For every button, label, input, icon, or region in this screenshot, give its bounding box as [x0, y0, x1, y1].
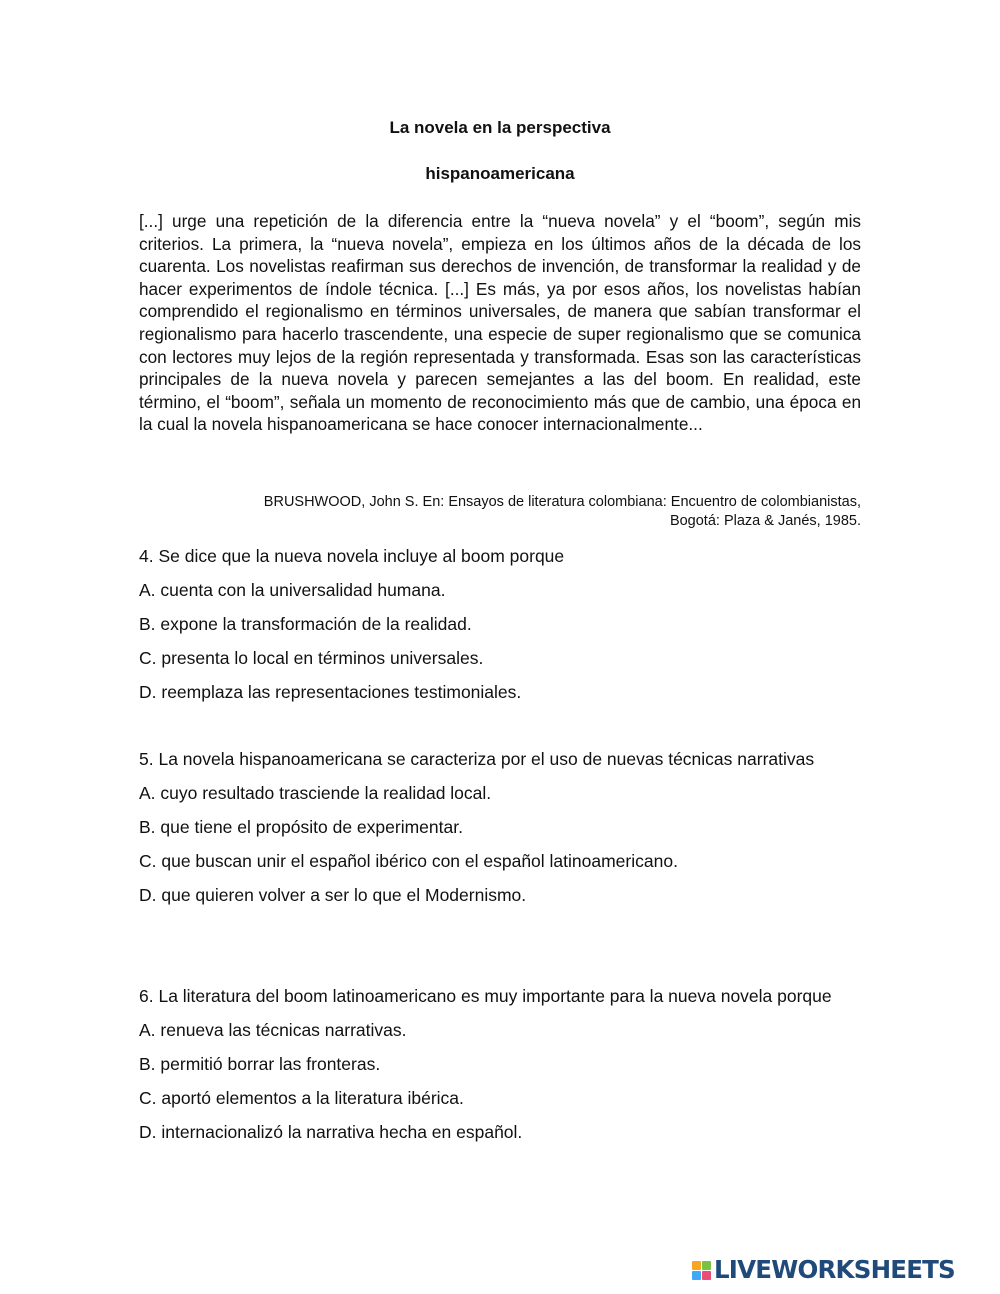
page-title-line-1: La novela en la perspectiva	[389, 118, 611, 137]
question-stem: 5. La novela hispanoamericana se caracteriza por el uso de nuevas técnicas narrativas	[139, 749, 815, 769]
answer-option-c[interactable]: C. presenta lo local en términos universales.	[139, 648, 484, 668]
answer-option-d[interactable]: D. reemplaza las representaciones testimoniales.	[139, 682, 522, 702]
answer-option-c[interactable]: C. aportó elementos a la literatura ibérica.	[139, 1088, 464, 1108]
answer-option-c[interactable]: C. que buscan unir el español ibérico con el español latinoamericano.	[139, 851, 678, 871]
answer-option-a[interactable]: A. cuyo resultado trasciende la realidad local.	[139, 783, 492, 803]
question-stem: 6. La literatura del boom latinoamericano es muy importante para la nueva novela porque	[139, 986, 832, 1006]
logo-square-3	[692, 1271, 701, 1280]
question-5	[139, 742, 861, 912]
reading-passage: [...] urge una repetición de la diferencia entre la “nueva novela” y el “boom”, según mis criterios. La primera, la “nueva novela”, empieza en los últimos años de la década de los cuarenta. Los novelistas reafirman sus derechos de invención, de transformar la realidad y de hacer experimentos de índole técnica. [...] Es más, ya por esos años, los novelistas habían comprendido el regionalismo en términos universales, de manera que sabían transformar el regionalismo para hacerlo trascendente, una especie de super regionalismo que se comunica con lectores muy lejos de la región representada y transformada. Esas son las características principales de la nueva novela y parecen semejantes a las del boom. En realidad, este término, el “boom”, señala un momento de reconocimiento más que de cambio, una época en la cual la novela hispanoamericana se hace conocer internacionalmente...	[139, 211, 861, 435]
citation-line-1: BRUSHWOOD, John S. En: Ensayos de literatura colombiana: Encuentro de colombianistas,	[263, 494, 861, 510]
answer-option-b[interactable]: B. que tiene el propósito de experimentar.	[139, 817, 463, 837]
question-6	[139, 979, 861, 1149]
answer-option-b[interactable]: B. expone la transformación de la realidad.	[139, 614, 472, 634]
citation	[139, 493, 861, 531]
answer-option-d[interactable]: D. internacionalizó la narrativa hecha en español.	[139, 1122, 523, 1142]
logo-square-2	[702, 1261, 711, 1270]
question-4	[139, 539, 861, 709]
logo-mark-icon	[692, 1261, 711, 1280]
answer-option-a[interactable]: A. cuenta con la universalidad humana.	[139, 580, 446, 600]
logo-square-4	[702, 1271, 711, 1280]
answer-option-d[interactable]: D. que quieren volver a ser lo que el Modernismo.	[139, 885, 527, 905]
logo-square-1	[692, 1261, 701, 1270]
liveworksheets-logo	[692, 1256, 955, 1284]
question-stem: 4. Se dice que la nueva novela incluye al boom porque	[139, 546, 565, 566]
citation-line-2: Bogotá: Plaza & Janés, 1985.	[669, 513, 861, 529]
answer-option-b[interactable]: B. permitió borrar las fronteras.	[139, 1054, 381, 1074]
page-title-line-2: hispanoamericana	[425, 164, 575, 183]
logo-text: LIVEWORKSHEETS	[714, 1255, 955, 1284]
answer-option-a[interactable]: A. renueva las técnicas narrativas.	[139, 1020, 407, 1040]
